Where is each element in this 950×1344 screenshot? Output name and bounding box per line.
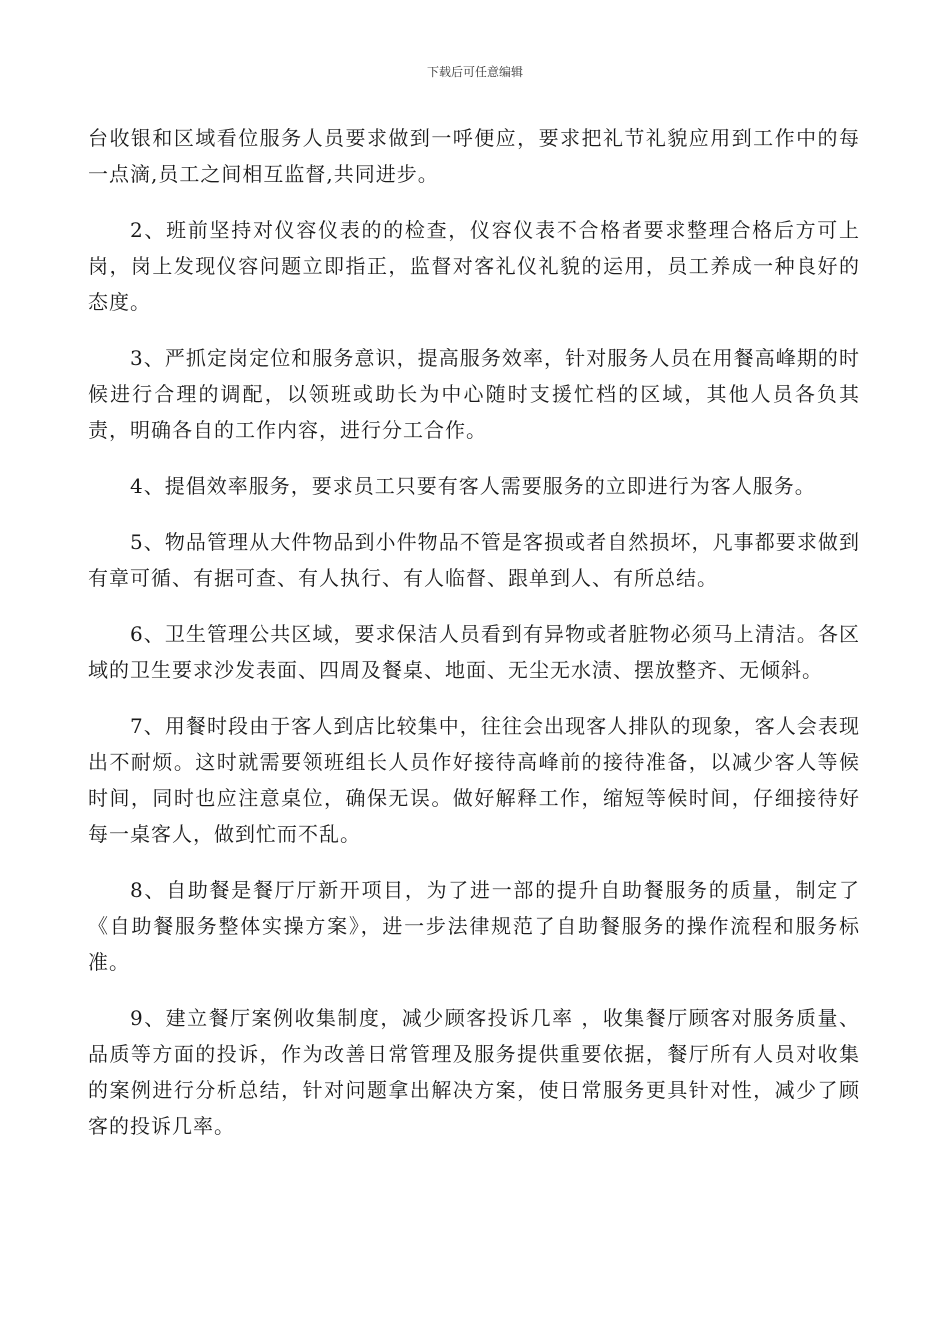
paragraph-item-7: 7、用餐时段由于客人到店比较集中，往往会出现客人排队的现象，客人会表现出不耐烦。这时就需要领班组长人员作好接待高峰前的接待准备，以减少客人等候时间，同时也应注意桌位，确保无误。做好解释工作，缩短等候时间，仔细接待好每一桌客人，做到忙而不乱。	[88, 714, 860, 846]
paragraph-item-2: 2、班前坚持对仪容仪表的的检查，仪容仪表不合格者要求整理合格后方可上岗，岗上发现仪容问题立即指正，监督对客礼仪礼貌的运用，员工养成一种良好的态度。	[88, 218, 860, 314]
paragraph-item-8: 8、自助餐是餐厅厅新开项目，为了进一部的提升自助餐服务的质量，制定了《自助餐服务整体实操方案》，进一步法律规范了自助餐服务的操作流程和服务标准。	[88, 878, 860, 974]
document-body	[88, 120, 860, 1164]
paragraph-item-3: 3、严抓定岗定位和服务意识，提高服务效率，针对服务人员在用餐高峰期的时候进行合理的调配，以领班或助长为中心随时支援忙档的区域，其他人员各负其责，明确各自的工作内容，进行分工合作。	[88, 346, 860, 442]
paragraph-continuation: 台收银和区域看位服务人员要求做到一呼便应，要求把礼节礼貌应用到工作中的每一点滴,员工之间相互监督,共同进步。	[88, 126, 860, 186]
page-header: 下载后可任意编辑	[426, 65, 523, 79]
paragraph-item-4: 4、提倡效率服务，要求员工只要有客人需要服务的立即进行为客人服务。	[130, 474, 816, 498]
paragraph-item-5: 5、物品管理从大件物品到小件物品不管是客损或者自然损坏，凡事都要求做到有章可循、有据可查、有人执行、有人临督、跟单到人、有所总结。	[88, 530, 860, 590]
paragraph-item-6: 6、卫生管理公共区域，要求保洁人员看到有异物或者脏物必须马上清洁。各区域的卫生要求沙发表面、四周及餐桌、地面、无尘无水渍、摆放整齐、无倾斜。	[88, 622, 860, 682]
paragraph-item-9: 9、建立餐厅案例收集制度，减少顾客投诉几率 ，收集餐厅顾客对服务质量、品质等方面的投诉，作为改善日常管理及服务提供重要依据，餐厅所有人员对收集的案例进行分析总结，针对问题拿出解决方案，使日常服务更具针对性，减少了顾客的投诉几率。	[88, 1006, 860, 1138]
